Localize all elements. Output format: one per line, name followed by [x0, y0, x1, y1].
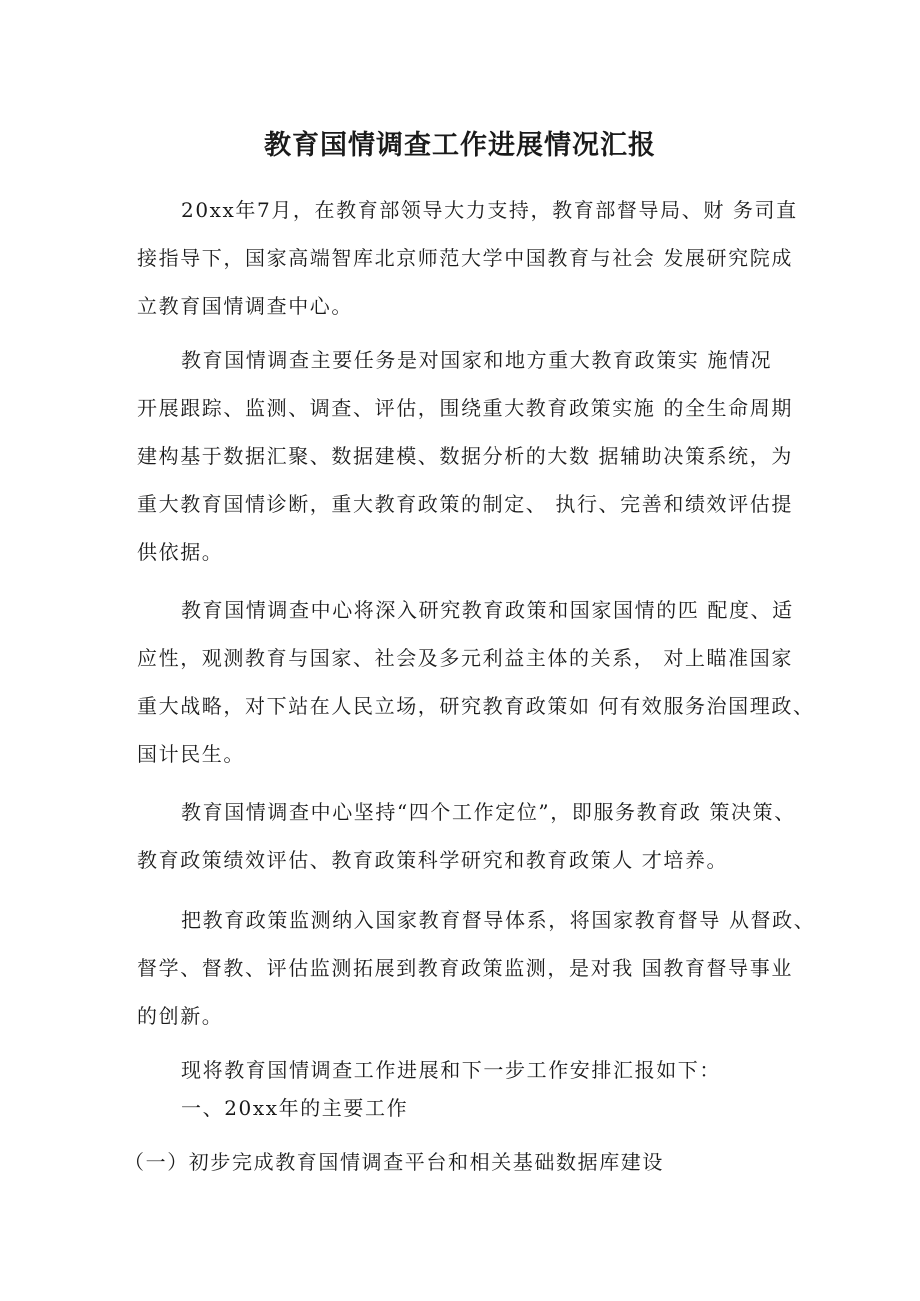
paragraph-line: 的创新。	[137, 1004, 224, 1028]
paragraph-line: 重大教育国情诊断，重大教育政策的制定、 执行、完善和绩效评估提	[137, 492, 793, 516]
paragraph-line: 教育国情调查中心坚持“四个工作定位”，即服务教育政 策决策、	[181, 800, 796, 824]
paragraph-line: 开展跟踪、监测、调查、评估，围绕重大教育政策实施 的全生命周期	[137, 396, 793, 420]
paragraph-line: 立教育国情调查中心。	[137, 294, 353, 318]
intro-line: 现将教育国情调查工作进展和下一步工作安排汇报如下：	[181, 1058, 721, 1082]
paragraph-line: 教育国情调查中心将深入研究教育政策和国家国情的匹 配度、适	[181, 598, 794, 622]
paragraph-3	[137, 586, 815, 778]
paragraph-line: 建构基于数据汇聚、数据建模、数据分析的大数 据辅助决策系统，为	[137, 444, 793, 468]
paragraph-line: 20xx年7月，在教育部领导大力支持，教育部督导局、财 务司直	[181, 198, 798, 222]
paragraph-2	[137, 336, 797, 576]
paragraph-line: 接指导下，国家高端智库北京师范大学中国教育与社会 发展研究院成	[137, 246, 793, 270]
paragraph-1	[137, 186, 797, 330]
subsection-heading: （一）初步完成教育国情调查平台和相关基础数据库建设	[124, 1150, 664, 1174]
paragraph-line: 重大战略，对下站在人民立场，研究教育政策如 何有效服务治国理政、	[137, 694, 815, 718]
paragraph-5	[137, 896, 816, 1040]
paragraph-line: 国计民生。	[137, 742, 245, 766]
paragraph-line: 把教育政策监测纳入国家教育督导体系，将国家教育督导 从督政、	[181, 908, 816, 932]
paragraph-line: 供依据。	[137, 540, 224, 564]
paragraph-4	[137, 788, 797, 884]
document-title: 教育国情调查工作进展情况汇报	[264, 130, 656, 161]
paragraph-line: 应性，观测教育与国家、社会及多元利益主体的关系， 对上瞄准国家	[137, 646, 793, 670]
paragraph-line: 教育政策绩效评估、教育政策科学研究和教育政策人 才培养。	[137, 848, 729, 872]
paragraph-line: 教育国情调查主要任务是对国家和地方重大教育政策实 施情况	[181, 348, 773, 372]
section-heading: 一、20xx年的主要工作	[181, 1096, 409, 1120]
paragraph-line: 督学、督教、评估监测拓展到教育政策监测，是对我 国教育督导事业	[137, 956, 793, 980]
